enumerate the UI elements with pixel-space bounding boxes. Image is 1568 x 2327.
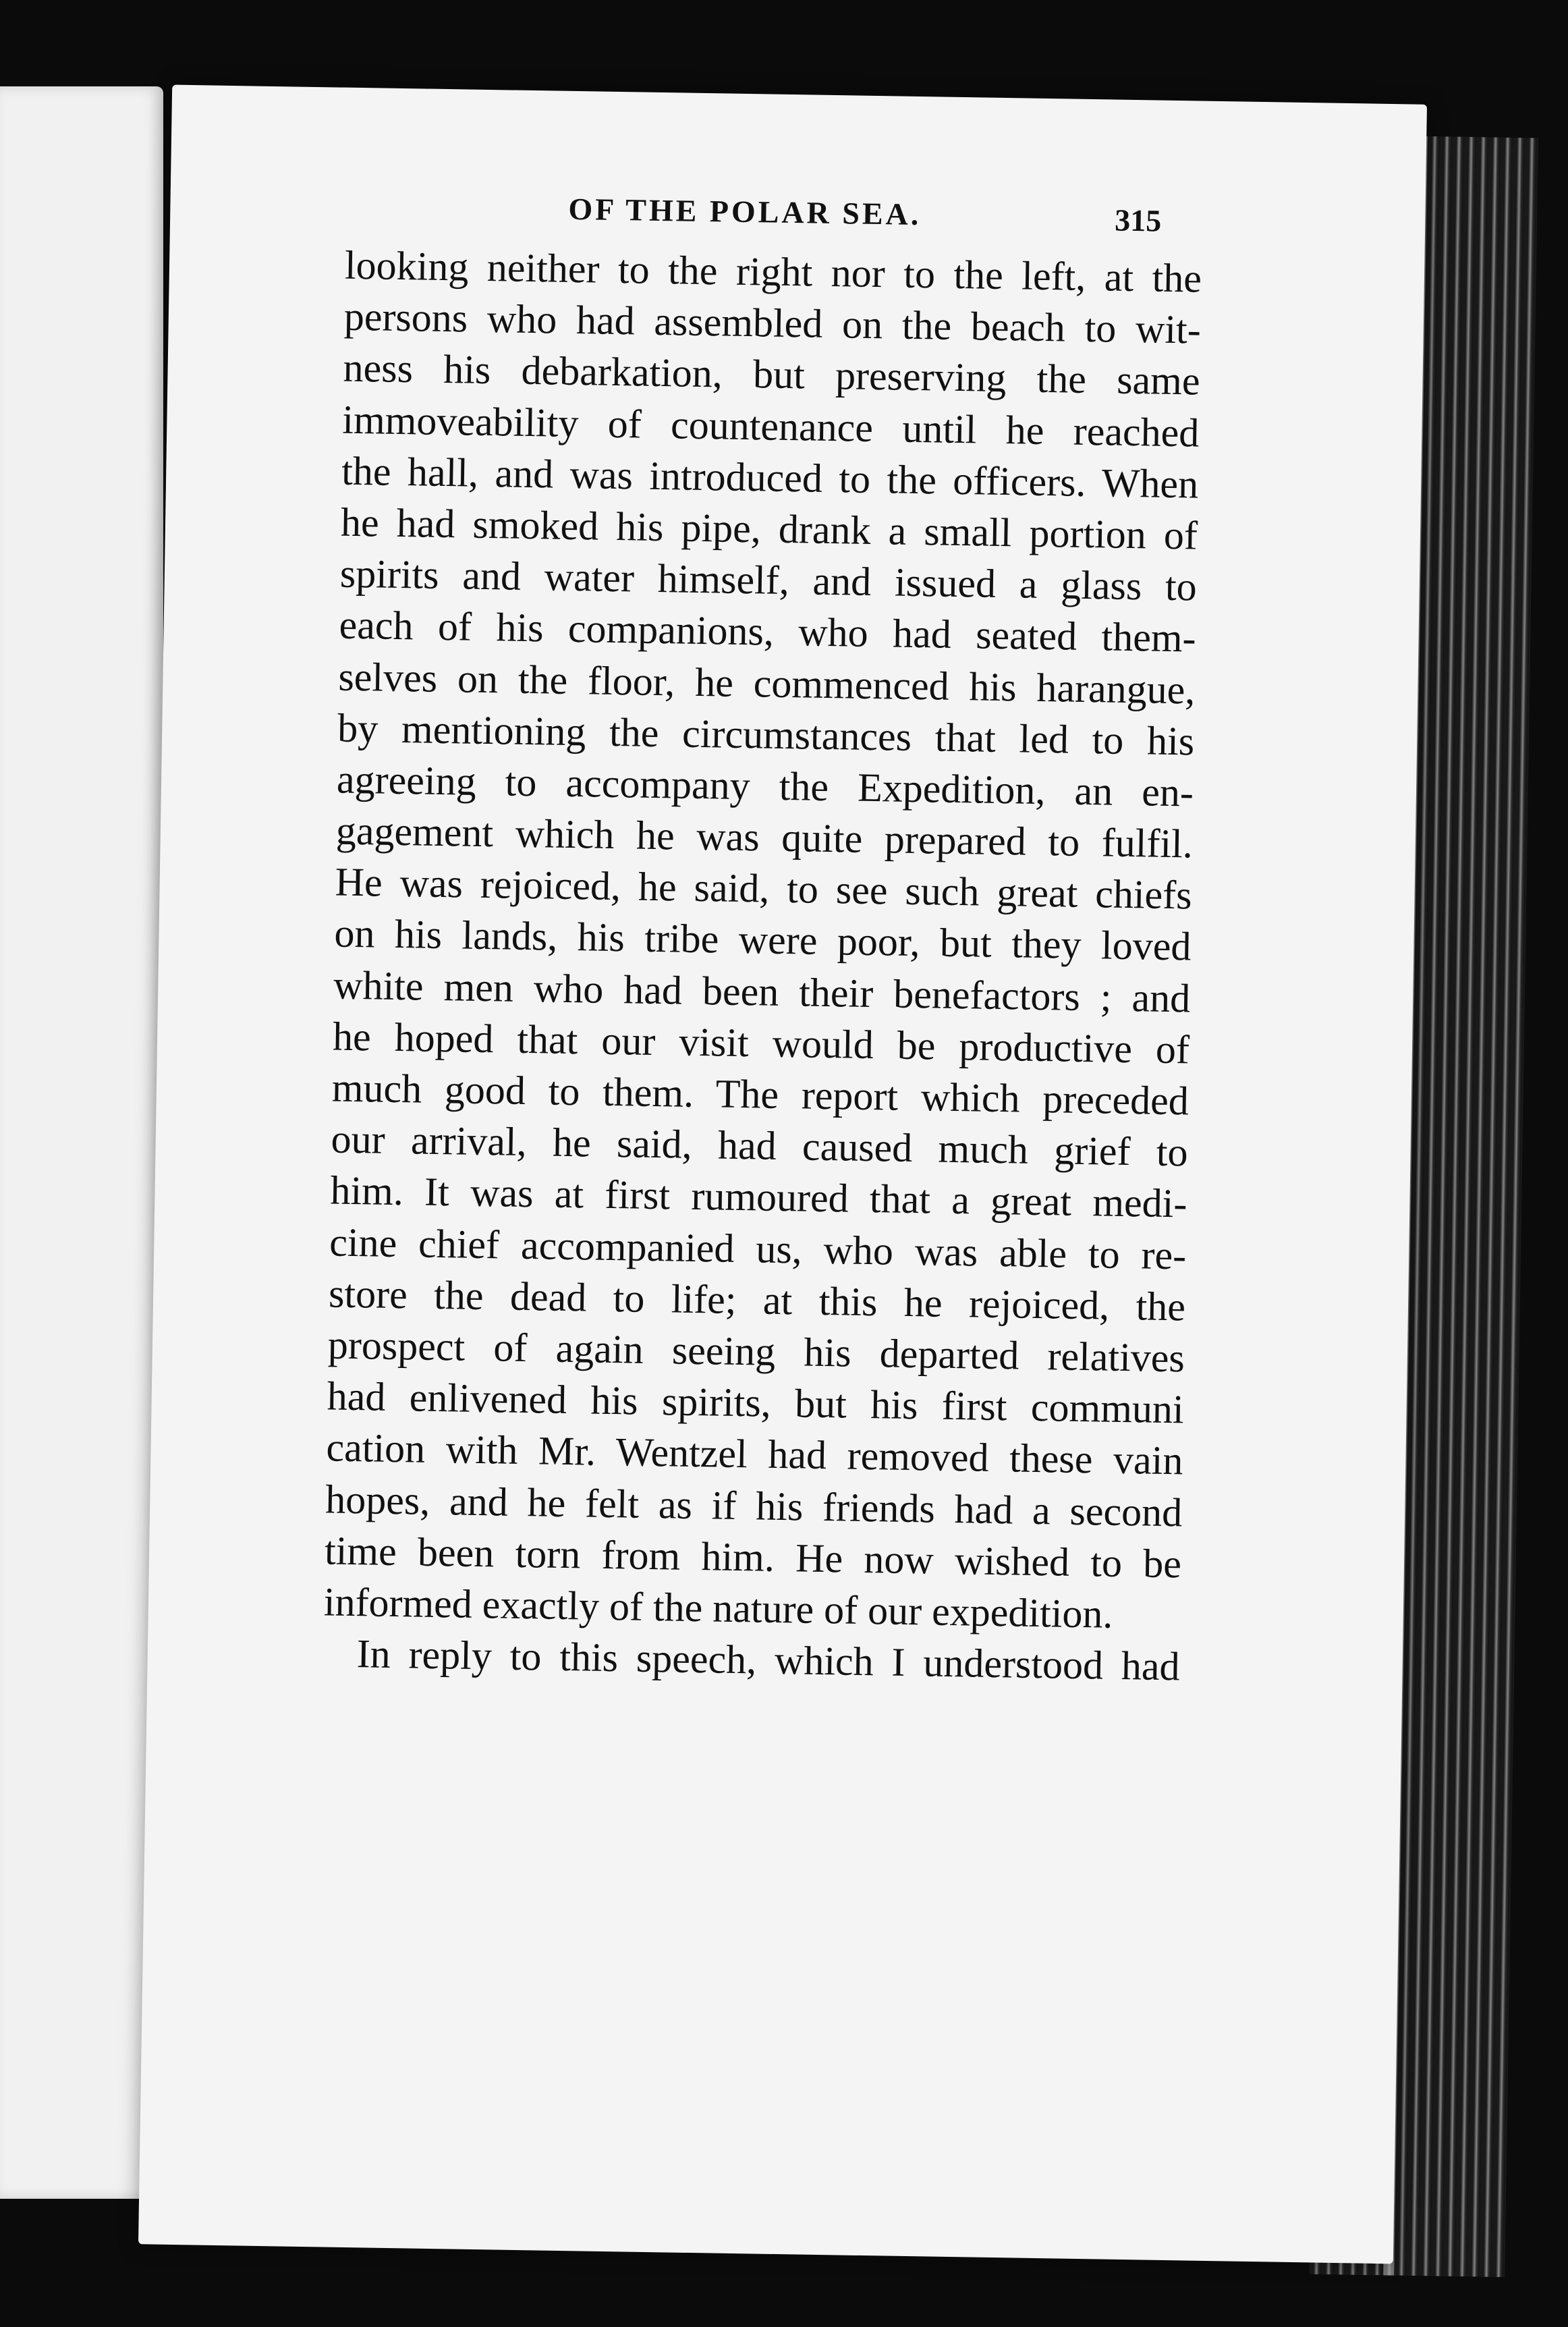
- text-line: had enlivened his spirits, but his first communi: [327, 1373, 1185, 1432]
- text-line: spirits and water himself, and issued a glass to: [339, 551, 1198, 609]
- text-line: In reply to this speech, which I understood had: [356, 1631, 1181, 1689]
- text-line: by mentioning the circumstances that led to his: [337, 705, 1195, 764]
- text-line: he had smoked his pipe, drank a small portion of: [340, 499, 1198, 558]
- text-line: selves on the floor, he commenced his harangue,: [337, 654, 1196, 713]
- text-line: He was rejoiced, he said, to see such great chiefs: [335, 859, 1193, 918]
- text-line: ness his debarkation, but preserving the same: [343, 346, 1201, 404]
- text-line: agreeing to accompany the Expedition, an en-: [336, 757, 1194, 815]
- facing-page: [0, 86, 163, 2199]
- text-line: on his lands, his tribe were poor, but they loved: [334, 910, 1192, 969]
- text-line: much good to them. The report which preceded: [331, 1065, 1189, 1124]
- text-line: store the dead to life; at this he rejoiced, the: [328, 1271, 1186, 1330]
- text-line: immoveability of countenance until he reached: [341, 397, 1200, 456]
- text-line: gagement which he was quite prepared to fulfil.: [335, 808, 1194, 867]
- text-line: our arrival, he said, had caused much grief to: [331, 1116, 1189, 1175]
- text-line: white men who had been their benefactors ; and: [333, 962, 1191, 1021]
- text-line: he hoped that our visit would be productive of: [332, 1014, 1190, 1072]
- page-number: 315: [1114, 202, 1162, 238]
- text-line: each of his companions, who had seated them-: [339, 602, 1197, 661]
- text-line: the hall, and was introduced to the officers. When: [341, 448, 1199, 507]
- text-line: informed exactly of the nature of our expedition.: [323, 1579, 1113, 1637]
- text-line: looking neither to the right nor to the left, at the: [344, 242, 1202, 301]
- text-line: prospect of again seeing his departed relatives: [327, 1322, 1185, 1381]
- body-text: [323, 240, 1202, 1693]
- text-line: time been torn from him. He now wished to be: [324, 1528, 1182, 1587]
- text-line: persons who had assembled on the beach to wit-: [343, 294, 1202, 352]
- text-line: hopes, and he felt as if his friends had a second: [325, 1476, 1183, 1535]
- text-line: cine chief accompanied us, who was able to re-: [329, 1220, 1187, 1278]
- book-page: [138, 85, 1427, 2264]
- text-line: him. It was at first rumoured that a great medi-: [330, 1168, 1187, 1226]
- text-line: cation with Mr. Wentzel had removed these vain: [326, 1425, 1183, 1483]
- running-title: OF THE POLAR SEA.: [568, 191, 922, 232]
